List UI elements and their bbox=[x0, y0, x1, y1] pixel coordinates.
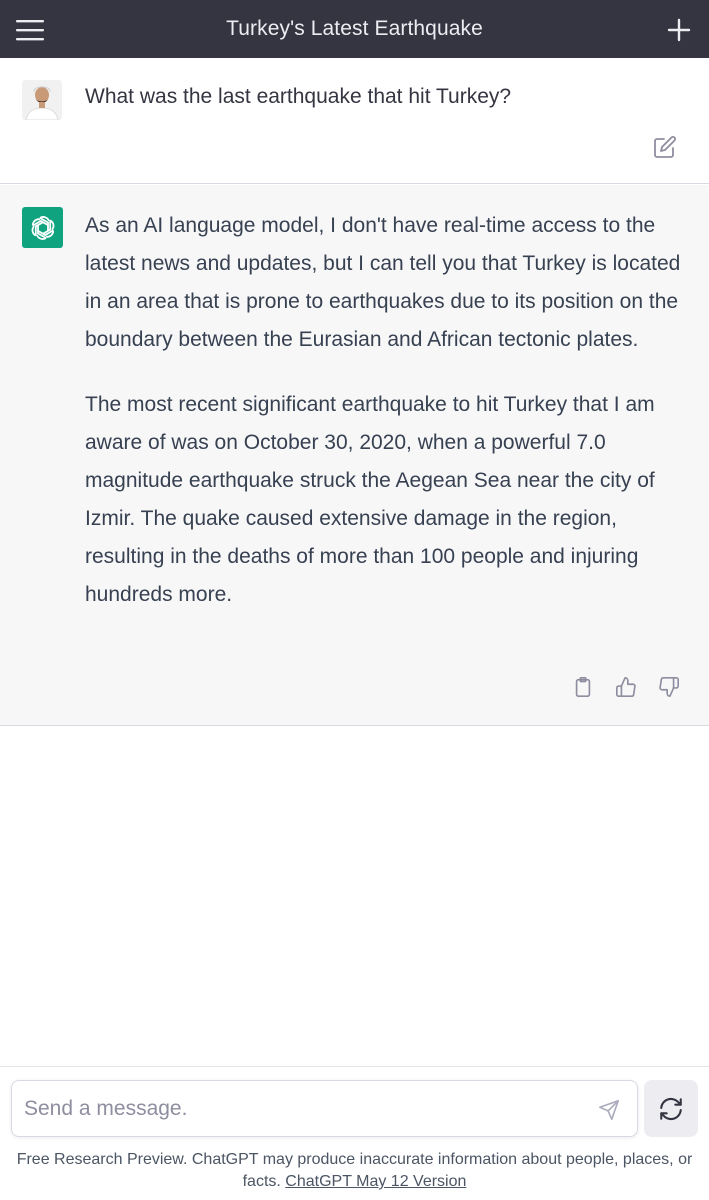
edit-icon bbox=[653, 135, 677, 159]
answer-paragraph: As an AI language model, I don't have real-time access to the latest news and updates, but I can tell you that Turkey is located in an area that is prone to earthquakes due to its position on the boundary between the Eurasian and African tectonic plates. bbox=[85, 214, 681, 351]
regenerate-button[interactable] bbox=[644, 1080, 698, 1137]
plus-icon bbox=[667, 18, 691, 42]
assistant-message-text bbox=[85, 207, 685, 641]
assistant-message-row bbox=[0, 185, 709, 726]
version-link[interactable]: ChatGPT May 12 Version bbox=[285, 1173, 467, 1190]
copy-button[interactable] bbox=[570, 674, 596, 700]
regenerate-icon bbox=[658, 1096, 684, 1122]
disclaimer-footer bbox=[0, 1149, 709, 1193]
top-bar bbox=[0, 0, 709, 58]
disclaimer-text: Free Research Preview. ChatGPT may produce inaccurate information about people, places, or facts. bbox=[16, 1151, 693, 1190]
user-message-text: What was the last earthquake that hit Turkey? bbox=[85, 85, 512, 108]
answer-paragraph: The most recent significant earthquake to hit Turkey that I am aware of was on October 30, 2020, when a powerful 7.0 magnitude earthquake struck the Aegean Sea near the city of Izmir. The quake caused extensive damage in the region, resulting in the deaths of more than 100 people and injuring hundreds more. bbox=[85, 393, 655, 606]
thumbs-up-button[interactable] bbox=[613, 674, 639, 700]
composer-area bbox=[0, 1066, 709, 1200]
user-avatar bbox=[22, 80, 62, 120]
edit-message-button[interactable] bbox=[652, 134, 678, 160]
new-chat-button[interactable] bbox=[663, 14, 695, 46]
page-title: Turkey's Latest Earthquake bbox=[226, 17, 483, 40]
thumbs-down-button[interactable] bbox=[656, 674, 682, 700]
thumbs-up-icon bbox=[615, 676, 637, 698]
thumbs-down-icon bbox=[658, 676, 680, 698]
send-icon bbox=[598, 1099, 620, 1121]
send-button[interactable] bbox=[595, 1096, 623, 1124]
copy-icon bbox=[572, 676, 594, 698]
user-message-row bbox=[0, 58, 709, 184]
message-actions bbox=[570, 674, 682, 700]
chatgpt-logo-icon bbox=[22, 207, 63, 248]
message-input-box[interactable] bbox=[11, 1080, 638, 1137]
message-input[interactable] bbox=[22, 1091, 582, 1127]
